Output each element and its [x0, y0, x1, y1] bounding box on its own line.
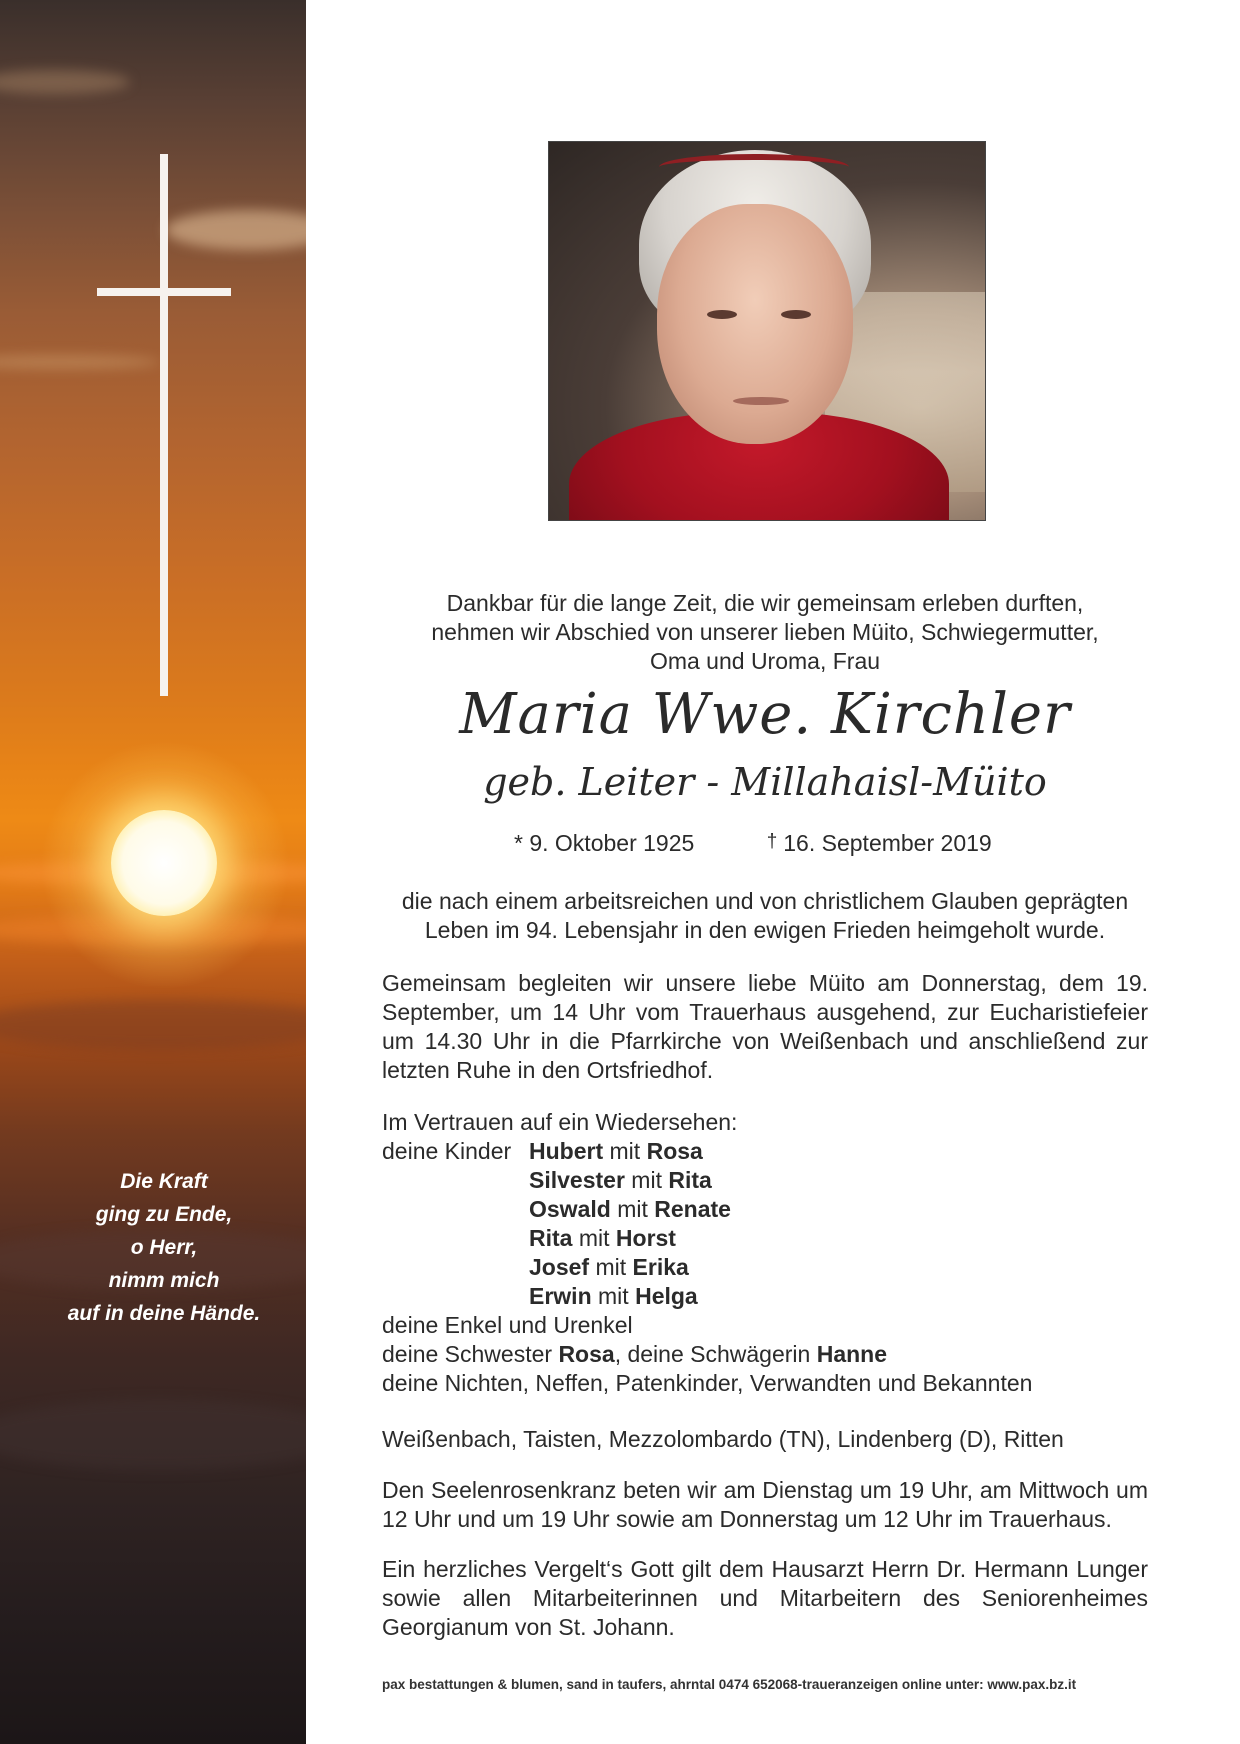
partner-name: Horst — [615, 1225, 676, 1251]
connector: mit — [578, 1225, 610, 1251]
child-name: Oswald — [529, 1196, 611, 1222]
life-paragraph — [382, 887, 1148, 945]
list-item — [382, 1224, 1148, 1253]
sun-icon — [111, 810, 217, 916]
rosary-paragraph: Den Seelenrosenkranz beten wir am Dienstag um 19 Uhr, am Mittwoch um 12 Uhr und um 19 Uhr sowie am Donnerstag um 12 Uhr im Trauerhaus. — [382, 1477, 1148, 1532]
list-item — [382, 1282, 1148, 1311]
partner-name: Rita — [668, 1167, 712, 1193]
life-line: Leben im 94. Lebensjahr in den ewigen Frieden heimgeholt wurde. — [424, 917, 1106, 943]
sister-label: deine Schwester — [382, 1341, 553, 1367]
funeral-paragraph: Gemeinsam begleiten wir unsere liebe Müito am Donnerstag, dem 19. September, um 14 Uhr vom Trauerhaus ausgehend, zur Eucharistiefeier um 14.30 Uhr in die Pfarrkirche von Weißenbach und anschließend zur letzten Ruhe in den Ortsfriedhof. — [382, 970, 1148, 1083]
partner-name: Erika — [632, 1254, 689, 1280]
child-name: Hubert — [529, 1138, 604, 1164]
child-name: Rita — [529, 1225, 573, 1251]
child-name: Silvester — [529, 1167, 625, 1193]
verse-line: Die Kraft — [120, 1170, 208, 1193]
cloud — [0, 70, 130, 94]
child-name: Erwin — [529, 1283, 592, 1309]
verse — [20, 1165, 306, 1330]
cloud — [0, 355, 160, 369]
relatives-line: deine Nichten, Neffen, Patenkinder, Verwandten und Bekannten — [382, 1370, 1033, 1396]
partner-name: Helga — [635, 1283, 698, 1309]
child-name: Josef — [529, 1254, 590, 1280]
cloud — [0, 1400, 306, 1470]
connector: mit — [609, 1138, 641, 1164]
death-date-text: 16. September 2019 — [783, 830, 992, 856]
intro-line: Dankbar für die lange Zeit, die wir gemeinsam erleben durften, — [446, 590, 1084, 616]
siblings-line — [382, 1340, 1148, 1369]
children-label: deine Kinder — [382, 1138, 512, 1164]
verse-line: ging zu Ende, — [95, 1203, 233, 1226]
intro-line: nehmen wir Abschied von unserer lieben Müito, Schwiegermutter, — [431, 619, 1099, 645]
connector: mit — [631, 1167, 662, 1193]
list-item — [382, 1253, 1148, 1282]
connector: mit — [617, 1196, 648, 1222]
photo-face — [657, 204, 853, 444]
portrait-photo — [548, 141, 986, 521]
family-heading: Im Vertrauen auf ein Wiedersehen: — [382, 1109, 738, 1135]
dagger-icon: † — [766, 831, 778, 852]
thanks-paragraph: Ein herzliches Vergelt‘s Gott gilt dem Hausarzt Herrn Dr. Hermann Lunger sowie allen Mitarbeiterinnen und Mitarbeitern des Seniorenheimes Georgianum von St. Johann. — [382, 1556, 1148, 1640]
intro-line: Oma und Uroma, Frau — [649, 648, 881, 674]
life-dates — [514, 827, 992, 858]
sister-in-law-label: , deine Schwägerin — [614, 1341, 811, 1367]
photo-mouth — [733, 397, 789, 405]
intro-text — [382, 589, 1148, 676]
list-item — [382, 1166, 1148, 1195]
death-date — [767, 827, 992, 858]
connector: mit — [598, 1283, 629, 1309]
cross-vertical-bar — [160, 154, 168, 696]
birth-name: geb. Leiter - Millahaisl-Müito — [483, 760, 1047, 804]
sister-name: Rosa — [558, 1341, 615, 1367]
photo-eye — [781, 310, 811, 319]
photo-hairband — [659, 154, 849, 180]
sunset-strip — [0, 0, 306, 1744]
verse-line: o Herr, — [130, 1236, 198, 1259]
connector: mit — [595, 1254, 627, 1280]
cross-horizontal-bar — [97, 288, 231, 296]
partner-name: Renate — [654, 1196, 731, 1222]
list-item — [382, 1137, 1148, 1166]
footer-text: pax bestattungen & blumen, sand in taufers, ahrntal 0474 652068-traueranzeigen online unter: www.pax.bz.it — [382, 1677, 1077, 1692]
birth-date: * 9. Oktober 1925 — [514, 830, 695, 856]
sister-in-law-name: Hanne — [816, 1341, 887, 1367]
places-line: Weißenbach, Taisten, Mezzolombardo (TN), Lindenberg (D), Ritten — [382, 1426, 1064, 1452]
deceased-name: Maria Wwe. Kirchler — [459, 682, 1071, 747]
family-list — [382, 1108, 1148, 1398]
photo-eye — [707, 310, 737, 319]
partner-name: Rosa — [646, 1138, 703, 1164]
cloud — [0, 1000, 306, 1050]
verse-line: nimm mich — [108, 1269, 220, 1292]
grandchildren-line: deine Enkel und Urenkel — [382, 1312, 633, 1338]
life-line: die nach einem arbeitsreichen und von christlichem Glauben geprägten — [401, 888, 1129, 914]
list-item — [382, 1195, 1148, 1224]
cloud — [165, 210, 306, 250]
verse-line: auf in deine Hände. — [67, 1302, 261, 1325]
